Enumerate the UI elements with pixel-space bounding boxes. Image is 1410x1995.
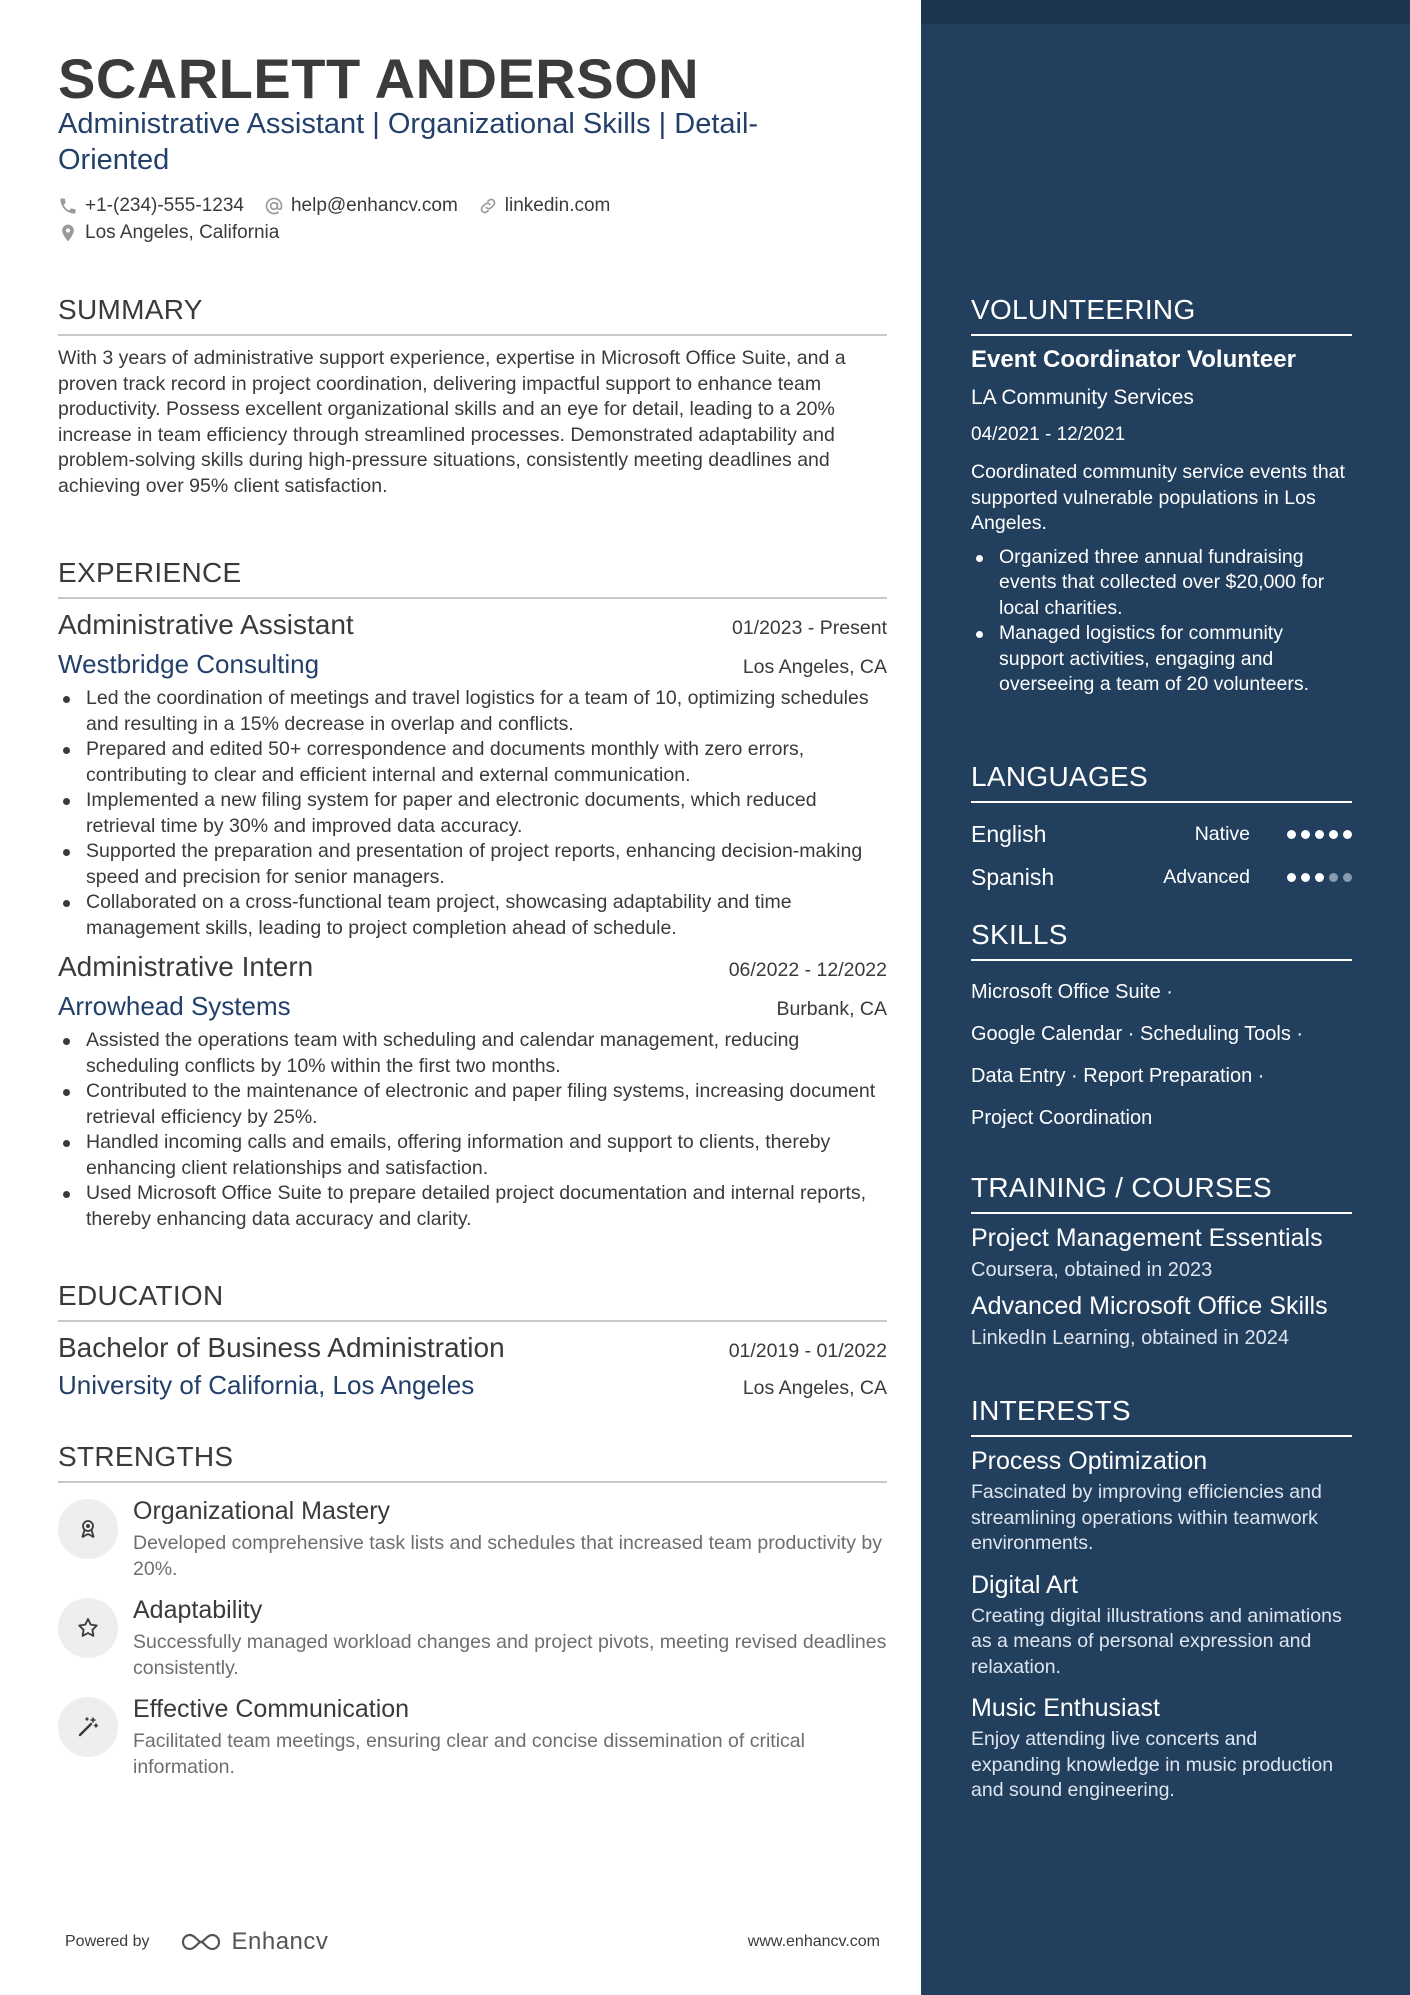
- strengths-title: STRENGTHS: [58, 1441, 887, 1483]
- course-title: Project Management Essentials: [971, 1224, 1323, 1252]
- language-rating: [1282, 830, 1352, 839]
- interest-title: Process Optimization: [971, 1447, 1208, 1475]
- strength-item: [58, 1495, 887, 1582]
- job-entry: [58, 951, 887, 1232]
- job-title: Administrative Assistant: [58, 609, 354, 640]
- sidebar: [921, 0, 1410, 1995]
- star-icon: [76, 1616, 100, 1640]
- language-name: Spanish: [971, 864, 1055, 890]
- skills-section: [971, 919, 1352, 1139]
- email-text: help@enhancv.com: [290, 195, 458, 216]
- course-provider: Coursera, obtained in 2023: [971, 1259, 1213, 1281]
- summary-section: [58, 294, 887, 499]
- job-company: Arrowhead Systems: [58, 991, 291, 1021]
- interest-desc: Enjoy attending live concerts and expanding knowledge in music production and sound engineering.: [971, 1728, 1334, 1801]
- school: University of California, Los Angeles: [58, 1370, 475, 1400]
- strength-desc: Developed comprehensive task lists and schedules that increased team productivity by 20%.: [133, 1532, 882, 1580]
- rating-dot-filled: [1315, 830, 1324, 839]
- volunteer-bullets: [971, 545, 1352, 698]
- linkedin-contact[interactable]: [478, 195, 611, 217]
- language-item: [971, 856, 1352, 899]
- course-provider: LinkedIn Learning, obtained in 2024: [971, 1327, 1290, 1349]
- training-section: [971, 1172, 1352, 1360]
- location-text: Los Angeles, California: [85, 222, 280, 243]
- brand-name: Enhancv: [231, 1928, 329, 1955]
- education-title: EDUCATION: [58, 1280, 887, 1322]
- skills-title: SKILLS: [971, 919, 1352, 961]
- skill-row: Data Entry · Report Preparation ·: [971, 1065, 1265, 1087]
- infinity-logo-icon: [178, 1930, 224, 1954]
- job-location: Los Angeles, CA: [742, 656, 887, 678]
- sidebar-top-band: [921, 0, 1410, 24]
- language-level: Advanced: [1163, 866, 1250, 888]
- strength-title: Organizational Mastery: [133, 1497, 391, 1525]
- volunteering-section: [971, 294, 1352, 698]
- strength-title: Effective Communication: [133, 1695, 410, 1723]
- job-location: Burbank, CA: [776, 998, 887, 1020]
- bullet-item: Handled incoming calls and emails, offering information and support to clients, thereby enhancing client relationships and satisfaction.: [58, 1130, 887, 1181]
- candidate-name: SCARLETT ANDERSON: [58, 47, 700, 110]
- course-title: Advanced Microsoft Office Skills: [971, 1292, 1328, 1320]
- bullet-item: Collaborated on a cross-functional team project, showcasing adaptability and time management skills, leading to project completion ahead of schedule.: [58, 890, 887, 941]
- rating-dot-filled: [1287, 873, 1296, 882]
- at-sign-icon: [264, 196, 284, 216]
- bullet-item: Supported the preparation and presentation of project reports, enhancing decision-making speed and precision for senior managers.: [58, 839, 887, 890]
- experience-section: [58, 557, 887, 1238]
- volunteer-desc: Coordinated community service events that supported vulnerable populations in Los Angeles.: [971, 461, 1345, 534]
- job-dates: 06/2022 - 12/2022: [728, 959, 887, 981]
- strengths-section: [58, 1441, 887, 1780]
- job-dates: 01/2023 - Present: [731, 617, 887, 639]
- rating-dot-filled: [1301, 873, 1310, 882]
- phone-contact[interactable]: [58, 195, 244, 217]
- skill-row: Microsoft Office Suite ·: [971, 981, 1173, 1003]
- bullet-item: Organized three annual fundraising events that collected over $20,000 for local charities.: [971, 545, 1352, 622]
- bullet-item: Prepared and edited 50+ correspondence and documents monthly with zero errors, contributing to clear and efficient internal and external communication.: [58, 737, 887, 788]
- volunteering-title: VOLUNTEERING: [971, 294, 1352, 336]
- bullet-item: Contributed to the maintenance of electronic and paper filing systems, increasing document retrieval efficiency by 25%.: [58, 1079, 887, 1130]
- summary-title: SUMMARY: [58, 294, 887, 336]
- award-icon: [76, 1517, 100, 1541]
- interests-title: INTERESTS: [971, 1395, 1352, 1437]
- education-location: Los Angeles, CA: [742, 1377, 887, 1399]
- rating-dot-filled: [1301, 830, 1310, 839]
- linkedin-text: linkedin.com: [504, 195, 611, 216]
- headline: Administrative Assistant | Organizational Skills | Detail-Oriented: [58, 108, 759, 176]
- phone-text: +1-(234)-555-1234: [85, 195, 244, 216]
- powered-by-label: Powered by: [65, 1933, 150, 1950]
- volunteer-org: LA Community Services: [971, 386, 1194, 409]
- job-title: Administrative Intern: [58, 951, 314, 982]
- bullet-item: Managed logistics for community support activities, engaging and overseeing a team of 20 volunteers.: [971, 621, 1352, 698]
- skill-row: Project Coordination: [971, 1107, 1153, 1129]
- language-level: Native: [1194, 823, 1250, 845]
- training-title: TRAINING / COURSES: [971, 1172, 1352, 1214]
- bullet-item: Implemented a new filing system for paper and electronic documents, which reduced retrieval time by 30% and improved data accuracy.: [58, 788, 887, 839]
- summary-text: With 3 years of administrative support experience, expertise in Microsoft Office Suite, and a proven track record in project coordination, delivering impactful support to enhance team productivity. Possess excellent organizational skills and an eye for detail, leading to a 20% increase in team efficiency through streamlined processes. Demonstrated adaptability and problem-solving skills during high-pressure situations, consistently meeting deadlines and achieving over 95% client satisfaction.: [58, 347, 846, 497]
- strength-item: [58, 1594, 887, 1681]
- bullet-item: Led the coordination of meetings and travel logistics for a team of 10, optimizing schedules and resulting in a 15% decrease in overlap and conflicts.: [58, 686, 887, 737]
- rating-dot-filled: [1287, 830, 1296, 839]
- strength-desc: Successfully managed workload changes and project pivots, meeting revised deadlines consistently.: [133, 1631, 887, 1679]
- job-bullets: [58, 686, 887, 941]
- bullet-item: Used Microsoft Office Suite to prepare detailed project documentation and internal reports, thereby enhancing data accuracy and clarity.: [58, 1181, 887, 1232]
- phone-icon: [58, 196, 78, 216]
- job-bullets: [58, 1028, 887, 1232]
- interests-section: [971, 1395, 1352, 1818]
- language-rating: [1282, 873, 1352, 882]
- education-section: [58, 1280, 887, 1401]
- rating-dot-filled: [1315, 873, 1324, 882]
- skill-row: Google Calendar · Scheduling Tools ·: [971, 1023, 1304, 1045]
- education-dates: 01/2019 - 01/2022: [728, 1340, 887, 1362]
- location-contact: [58, 222, 279, 244]
- rating-dot-filled: [1343, 830, 1352, 839]
- degree: Bachelor of Business Administration: [58, 1332, 505, 1363]
- interest-title: Music Enthusiast: [971, 1694, 1160, 1722]
- email-contact[interactable]: [264, 195, 458, 217]
- location-pin-icon: [58, 223, 78, 243]
- footer: [65, 1928, 880, 1956]
- magic-wand-icon: [76, 1715, 100, 1739]
- job-company: Westbridge Consulting: [58, 649, 320, 679]
- strength-desc: Facilitated team meetings, ensuring clear and concise dissemination of critical information.: [133, 1730, 805, 1778]
- interest-title: Digital Art: [971, 1570, 1078, 1599]
- languages-title: LANGUAGES: [971, 761, 1352, 803]
- rating-dot-filled: [1329, 830, 1338, 839]
- job-entry: [58, 609, 887, 941]
- strength-item: [58, 1693, 887, 1780]
- interest-desc: Fascinated by improving efficiencies and streamlining operations within teamwork environments.: [971, 1481, 1322, 1554]
- experience-title: EXPERIENCE: [58, 557, 887, 599]
- rating-dot-empty: [1343, 873, 1352, 882]
- strength-title: Adaptability: [133, 1596, 263, 1624]
- language-name: English: [971, 821, 1047, 847]
- interest-desc: Creating digital illustrations and animations as a means of personal expression and relaxation.: [971, 1604, 1342, 1678]
- link-icon: [478, 196, 498, 216]
- bullet-item: Assisted the operations team with scheduling and calendar management, reducing scheduling conflicts by 10% within the first two months.: [58, 1028, 887, 1079]
- volunteer-role: Event Coordinator Volunteer: [971, 346, 1296, 373]
- website-link[interactable]: www.enhancv.com: [747, 1933, 880, 1950]
- language-item: [971, 813, 1352, 856]
- volunteer-dates: 04/2021 - 12/2021: [971, 424, 1126, 445]
- languages-section: [971, 761, 1352, 899]
- rating-dot-empty: [1329, 873, 1338, 882]
- contact-info: [58, 193, 888, 247]
- enhancv-logo[interactable]: [178, 1928, 329, 1956]
